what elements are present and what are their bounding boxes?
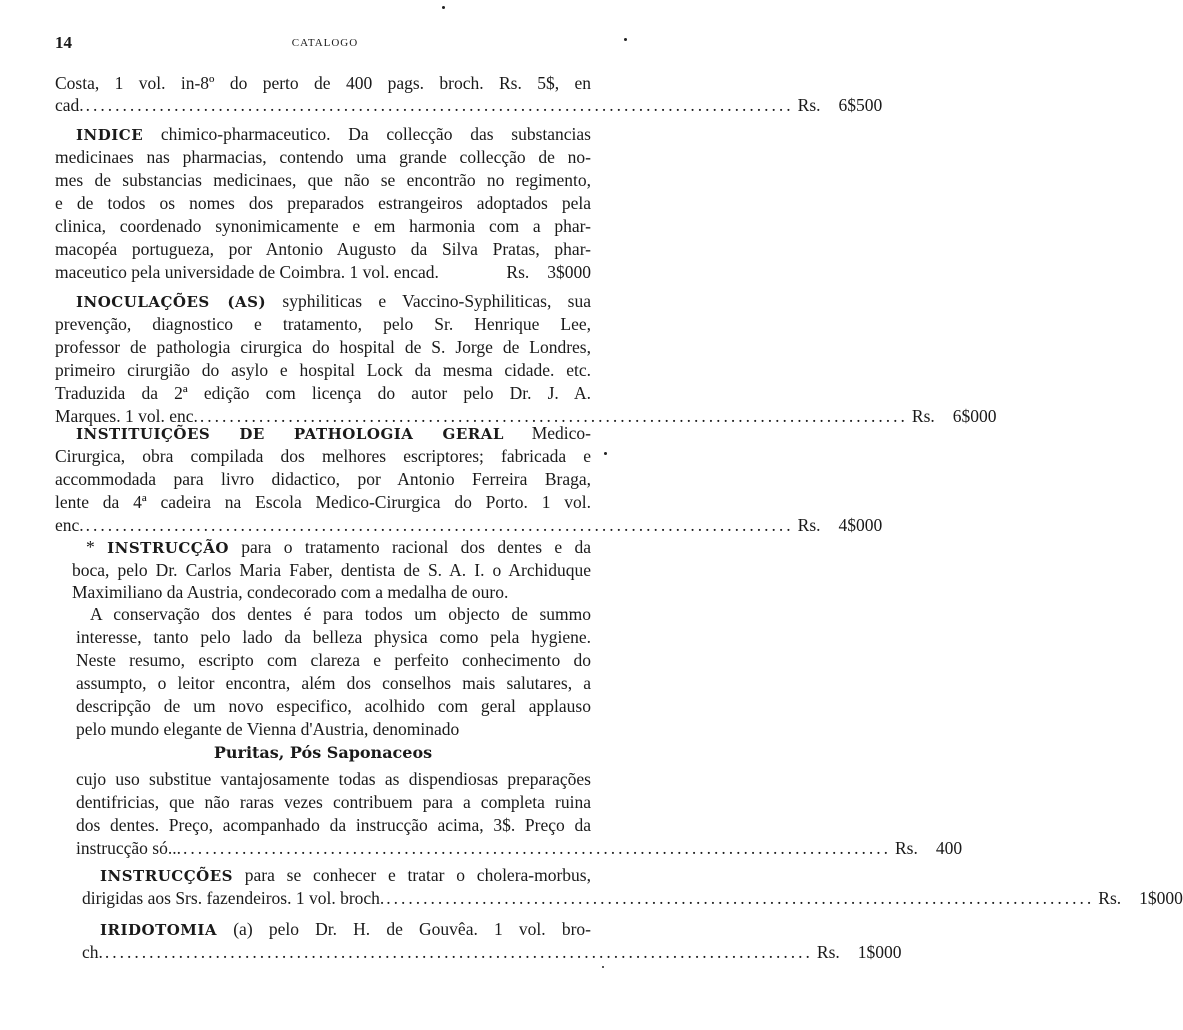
currency-label: Rs. bbox=[911, 406, 935, 426]
entry-line: Maximiliano da Austria, condecorado com a medalha de ouro. bbox=[72, 582, 509, 602]
entry-text: syphiliticas e Vaccino-Syphiliticas, sua bbox=[266, 291, 592, 311]
price-value: 4$000 bbox=[838, 515, 883, 535]
entry-line-text: maceutico pela universidade de Coimbra. 1 vol. encad. bbox=[55, 262, 439, 282]
price bbox=[1098, 887, 1183, 909]
product-title: Puritas, Pós Saponaceos bbox=[213, 743, 433, 762]
entry-line-text: ch. bbox=[82, 942, 103, 962]
entry-first-line bbox=[76, 290, 591, 312]
entry-line: prevenção, diagnostico e tratamento, pelo Sr. Henrique Lee, bbox=[55, 314, 591, 334]
running-head: CATALOGO bbox=[291, 37, 359, 49]
price-line bbox=[76, 837, 963, 859]
price-line bbox=[55, 261, 591, 283]
leader-dots: ................................................................................................ bbox=[182, 838, 891, 858]
body-line: interesse, tanto pelo lado da belleza physica como pela hygiene. bbox=[76, 627, 591, 647]
asterisk-marker: * bbox=[86, 537, 108, 557]
price bbox=[798, 94, 883, 116]
currency-label: Rs. bbox=[506, 262, 530, 282]
leader-dots: ................................................................................................ bbox=[199, 406, 908, 426]
entry-first-line bbox=[100, 918, 591, 940]
entry-line-text: instrucção só... bbox=[76, 838, 181, 858]
entry-line: clinica, coordenado synonimicamente e em harmonia com a phar- bbox=[55, 216, 591, 236]
scan-speck bbox=[442, 6, 445, 9]
scan-speck bbox=[602, 966, 604, 968]
currency-label: Rs. bbox=[797, 95, 821, 115]
scan-speck bbox=[604, 452, 607, 455]
price bbox=[817, 941, 902, 963]
entry-line-text: dirigidas aos Srs. fazendeiros. 1 vol. broch. bbox=[82, 888, 385, 908]
leader-dots: ................................................................................................ bbox=[85, 515, 794, 535]
entry-line-text: Marques. 1 vol. enc. bbox=[55, 406, 198, 426]
price bbox=[506, 261, 591, 283]
page-number: 14 bbox=[55, 33, 72, 52]
price bbox=[912, 405, 997, 427]
entry-keyword: INSTRUCÇÕES bbox=[100, 867, 233, 885]
body-line: Neste resumo, escripto com clareza e perfeito conhecimento do bbox=[76, 650, 591, 670]
entry-line-text: enc. bbox=[55, 515, 84, 535]
body-line: pelo mundo elegante de Vienna d'Austria, denominado bbox=[76, 719, 460, 739]
body-line: assumpto, o leitor encontra, além dos conselhos mais salutares, a bbox=[76, 673, 591, 693]
entry-text: (a) pelo Dr. H. de Gouvêa. 1 vol. bro- bbox=[217, 919, 591, 939]
price-line bbox=[82, 941, 902, 963]
entry-line: accommodada para livro didactico, por Antonio Ferreira Braga, bbox=[55, 469, 591, 489]
body-line: A conservação dos dentes é para todos um objecto de summo bbox=[90, 604, 591, 624]
price-value: 1$000 bbox=[1139, 888, 1183, 908]
scan-speck bbox=[624, 38, 627, 41]
leader-dots: ................................................................................................ bbox=[85, 95, 794, 115]
entry-line: mes de substancias medicinaes, que não se encontrão no regimento, bbox=[55, 170, 591, 190]
price-value: 400 bbox=[935, 838, 963, 858]
entry-first-line bbox=[100, 864, 591, 886]
entry-line: Costa, 1 vol. in-8º do perto de 400 pags. broch. Rs. 5$, en bbox=[55, 73, 591, 93]
price-value: 1$000 bbox=[857, 942, 902, 962]
entry-line: lente da 4ª cadeira na Escola Medico-Cirurgica do Porto. 1 vol. bbox=[55, 492, 591, 512]
currency-label: Rs. bbox=[797, 515, 821, 535]
entry-line: Traduzida da 2ª edição com licença do autor pelo Dr. J. A. bbox=[55, 383, 591, 403]
price-line bbox=[82, 887, 1183, 909]
price-line bbox=[55, 94, 883, 116]
entry-text: para se conhecer e tratar o cholera-morbus, bbox=[232, 865, 591, 885]
entry-line: Cirurgica, obra compilada dos melhores escriptores; fabricada e bbox=[55, 446, 591, 466]
entry-line: primeiro cirurgião do asylo e hospital Lock da mesma cidade. etc. bbox=[55, 360, 591, 380]
body-line: dentifricias, que não raras vezes contribuem para a completa ruina bbox=[76, 792, 591, 812]
currency-label: Rs. bbox=[1098, 888, 1122, 908]
entry-text: chimico-pharmaceutico. Da collecção das substancias bbox=[143, 124, 591, 144]
entry-line: e de todos os nomes dos preparados estrangeiros adoptados pela bbox=[55, 193, 591, 213]
entry-line: professor de pathologia cirurgica do hospital de S. Jorge de Londres, bbox=[55, 337, 591, 357]
leader-dots: ................................................................................................ bbox=[386, 888, 1095, 908]
currency-label: Rs. bbox=[894, 838, 918, 858]
entry-line: medicinaes nas pharmacias, contendo uma grande collecção de no- bbox=[55, 147, 591, 167]
leader-dots: ................................................................................................ bbox=[104, 942, 813, 962]
price bbox=[798, 514, 883, 536]
entry-keyword: INSTITUIÇÕES DE PATHOLOGIA GERAL bbox=[76, 425, 504, 443]
entry-keyword: INSTRUCÇÃO bbox=[107, 539, 229, 557]
price-value: 6$000 bbox=[952, 406, 997, 426]
price-value: 3$000 bbox=[547, 262, 591, 282]
entry-text: para o tratamento racional dos dentes e da bbox=[228, 537, 591, 557]
entry-first-line bbox=[86, 536, 591, 558]
entry-line-text: cad. bbox=[55, 95, 84, 115]
price-value: 6$500 bbox=[838, 95, 883, 115]
entry-keyword: INOCULAÇÕES (AS) bbox=[76, 293, 267, 311]
page-header bbox=[55, 33, 595, 57]
entry-first-line bbox=[76, 123, 591, 145]
entry-line: macopéa portugueza, por Antonio Augusto da Silva Pratas, phar- bbox=[55, 239, 591, 259]
price-line bbox=[55, 514, 883, 536]
price bbox=[895, 837, 962, 859]
body-line: cujo uso substitue vantajosamente todas as dispendiosas preparações bbox=[76, 769, 591, 789]
currency-label: Rs. bbox=[816, 942, 840, 962]
entry-text: Medico- bbox=[503, 423, 591, 443]
body-line: dos dentes. Preço, acompanhado da instrucção acima, 3$. Preço da bbox=[76, 815, 591, 835]
entry-line: boca, pelo Dr. Carlos Maria Faber, dentista de S. A. I. o Archiduque bbox=[72, 560, 591, 580]
body-line: descripção de um novo especifico, acolhido com geral applauso bbox=[76, 696, 591, 716]
entry-keyword: IRIDOTOMIA bbox=[100, 921, 218, 939]
entry-keyword: INDICE bbox=[76, 126, 144, 144]
entry-first-line bbox=[76, 422, 591, 444]
